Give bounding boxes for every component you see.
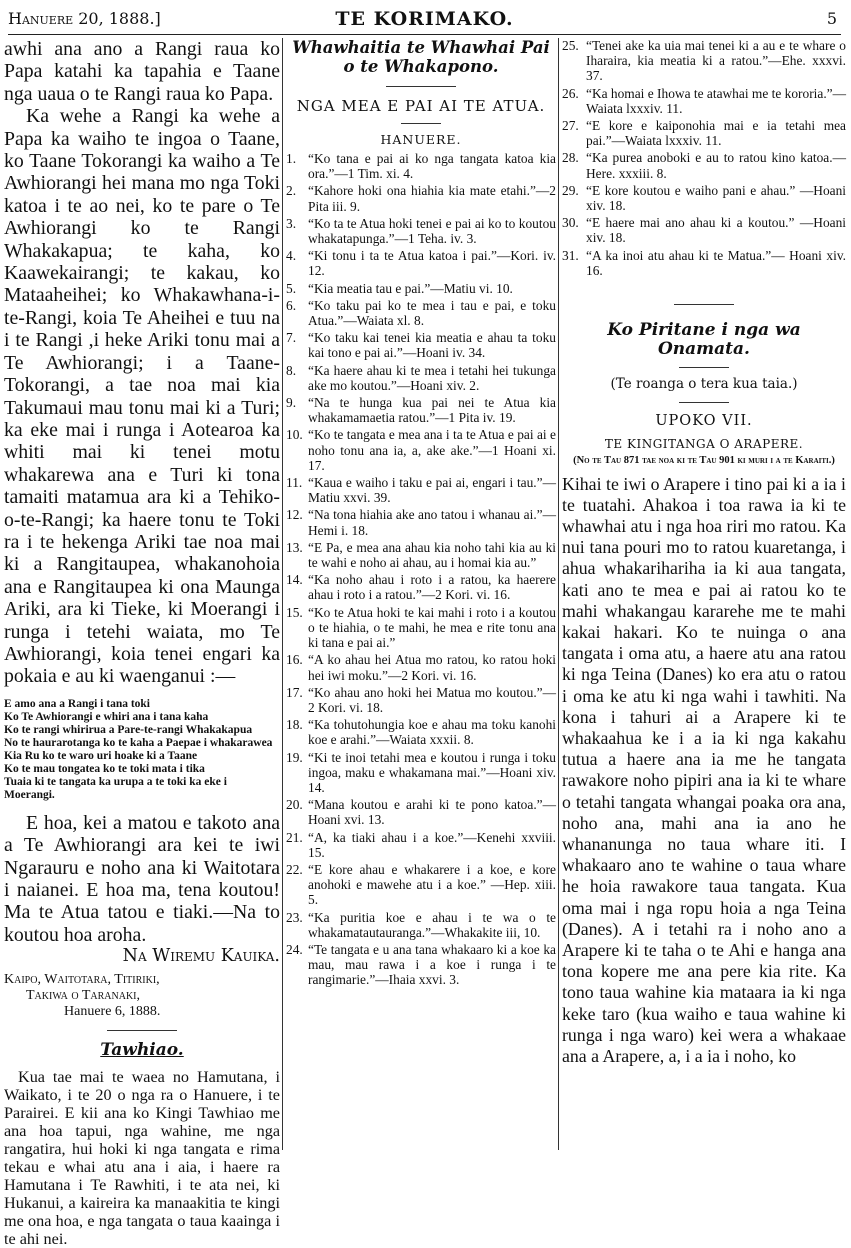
paragraph: E hoa, kei a matou e takoto ana a Te Awhiorangi ara kei te iwi Ngarauru e noho ana ki Waitotara i naianei. E hoa ma, tena koutou! Ma te Atua tatou e tiaki.—Na to koutou hoa aroha.	[4, 811, 280, 946]
entry-number: 1.	[286, 151, 297, 166]
list-item	[562, 248, 846, 278]
entry-text: “Ko ta te Atua hoki tenei e pai ai ko to koutou whakatapunga.”—1 Teha. iv. 3.	[308, 215, 556, 247]
list-item	[286, 427, 556, 473]
month-heading: HANUERE.	[380, 132, 462, 147]
paragraph: Kihai te iwi o Arapere i tino pai ki a ia i te tuatahi. Ahakoa i toa rawa ia ki te whawhai atu i nga hoa riri mo ratou. Ka nui tana pouri mo to ratou kuaretanga, i ahua whakarihariha ia ki aua tangata, kati ano te mea e pai ai ratou ko te mahi whakangau kararehe me te mahi kakai hakari. Ko te nuinga o ana tangata i oma atu, a haere atu ana ratou ki nga Teina (Danes) ko era atu o ratou i oma ke atu ki nga wahi i tawhiti. Na kona i tahuri ai a Arapere ki te whakaahua ke i a ia ki nga kakahu tutua a haere ana ia me he tangata rawakore noho pipiri ana ia ki te whare o tetahi tangata whangai poaka ora ana, noho ana, mahi ana ia ano he whananunga no taua whare iti. I whakaaro ano te wahine o taua whare he hoia rawakore taua tangata. Kua oma mai i nga ropu hoia a nga Teina (Danes). A i tetahi ra i noho ano a Arapere ki te taha o te Ahi e hanga ana tona kopere me ana pere kia rite. Ka tono taua wahine kia mataara ia ki nga keke taro (kua waiho e taua wahine ki runga i nga waro) kei wera a whakaae ana a Arapere, a, i a ia i noho, ko	[562, 473, 846, 1067]
entry-number: 7.	[286, 330, 297, 346]
separator	[674, 304, 734, 305]
entry-text: “Ka purea anoboki e au to ratou kino katoa.—Here. xxxiii. 8.	[586, 150, 846, 181]
list-item	[562, 183, 846, 213]
list-item	[562, 118, 846, 148]
list-item	[562, 150, 846, 180]
list-item	[286, 151, 556, 181]
section-note: (Te roanga o tera kua taia.)	[610, 376, 798, 393]
dateline-line: Hanuere 6, 1888.	[64, 1004, 161, 1020]
article-body	[562, 474, 846, 1068]
list-item	[286, 605, 556, 651]
list-item	[286, 862, 556, 908]
entry-text: “E kore ahau e whakarere i a koe, e kore anohoki e mawehe atu i a koe.” —Hep. xiii. 5.	[308, 861, 556, 908]
entry-text: “Ka haere ahau ki te mea i tetahi hei tukunga ake mo koutou.”—Hoani xiv. 2.	[308, 362, 556, 393]
entry-number: 17.	[286, 684, 303, 700]
list-item	[286, 363, 556, 393]
list-item	[286, 830, 556, 860]
entry-list	[286, 151, 556, 988]
closing-text	[4, 812, 280, 946]
list-item	[286, 652, 556, 682]
column-1	[4, 38, 280, 1248]
column-divider	[558, 38, 559, 1150]
entry-text: “E haere mai ano ahau ki a koutou.” —Hoani xiv. 18.	[586, 215, 846, 246]
column-3	[562, 38, 846, 1150]
entry-text: “Ka noho ahau i roto i a ratou, ka haerere ahau i roto i a ratou.”—2 Kori. vi. 16.	[308, 572, 556, 603]
entry-number: 22.	[286, 861, 303, 877]
entry-text: “E kore koutou e waiho pani e ahau.” —Hoani xiv. 18.	[586, 182, 846, 214]
entry-text: “Te tangata e u ana tana whakaaro ki a koe ka mau, mau rawa i a koe i runga i te rangimarie.”—Ihaia xxvi. 3.	[308, 941, 556, 988]
verse-block	[4, 698, 280, 802]
page-number: 5	[826, 9, 837, 28]
entry-number: 24.	[286, 941, 303, 957]
verse-line: No te haurarotanga ko te kaha a Paepae i whakarawea	[4, 736, 273, 749]
entry-number: 5.	[286, 280, 297, 296]
chapter-heading: UPOKO VII.	[655, 413, 753, 430]
verse-line: E amo ana a Rangi i tana toki	[4, 697, 151, 710]
list-item	[286, 216, 556, 246]
entry-number: 14.	[286, 572, 303, 588]
column-divider	[282, 38, 283, 1150]
entry-number: 15.	[286, 604, 303, 620]
header-date: Hanuere 20, 1888.]	[8, 9, 161, 28]
entry-number: 8.	[286, 362, 297, 378]
entry-text: “Ka homai e Ihowa te atawhai me te kororia.”—Waiata lxxxiv. 11.	[586, 85, 846, 116]
entry-text: “Kahore hoki ona hiahia kia mate etahi.”—2 Pita iii. 9.	[308, 183, 556, 214]
entry-number: 3.	[286, 215, 297, 231]
section-title: Whawhaitia te Whawhai Pai o te Whakapono.	[292, 38, 550, 76]
entry-text: “Ko te tangata e mea ana i ta te Atua e pai ai e noho tonu ana ia, a, ake ake.”—1 Hoani xi. 17.	[308, 427, 556, 473]
entry-text: “A ko ahau hei Atua mo ratou, ko ratou hoki hei iwi moku.”—2 Kori. vi. 16.	[308, 652, 556, 683]
entry-text: “Tenei ake ka uia mai tenei ki a au e te whare o Iharaira, kia meatia ki a ratou.”—Ehe. xxxvi. 37.	[586, 38, 846, 84]
verse-line: Kia Ru ko te waro uri hoake ki a Taane	[4, 749, 198, 762]
entry-text: “Ko taku pai ko te mea i tau e pai, e toku Atua.”—Waiata xl. 8.	[308, 297, 556, 329]
list-item	[286, 248, 556, 278]
verse-line: Ko te mau tongatea ko te toki mata i tika	[4, 762, 205, 775]
list-item	[286, 298, 556, 328]
verse-line: Tuaia ki te tangata ka urupa a te toki ka eke i Moerangi.	[4, 775, 227, 801]
entry-number: 25.	[562, 38, 579, 53]
list-item	[286, 475, 556, 505]
chapter-title: TE KINGITANGA O ARAPERE.	[604, 437, 804, 452]
entry-text: “Na te hunga kua pai nei te Atua kia whakamamaetia ratou.”—1 Pita iv. 19.	[308, 395, 556, 426]
entry-number: 12.	[286, 507, 303, 523]
separator	[679, 402, 729, 403]
dateline-line: Takiwa o Taranaki,	[26, 988, 141, 1004]
entry-text: “A ka inoi atu ahau ki te Matua.”— Hoani xiv. 16.	[586, 247, 846, 278]
entry-text: “Na tona hiahia ake ano tatou i whanau ai.”—Hemi i. 18.	[308, 507, 556, 538]
list-item	[286, 910, 556, 940]
article-body	[4, 38, 280, 688]
paragraph: awhi ana ano a Rangi raua ko Papa katahi ka tapahia e Taane nga uaua o te Rangi raua ko Papa.	[4, 38, 280, 105]
verse-line: Ko te rangi whirirua a Pare-te-rangi Whakakapua	[4, 723, 253, 736]
entry-text: “Ko tana e pai ai ko nga tangata katoa kia ora.”—1 Tim. xi. 4.	[308, 151, 556, 182]
list-item	[562, 38, 846, 84]
entry-number: 29.	[562, 182, 579, 198]
section-subtitle: NGA MEA E PAI AI TE ATUA.	[296, 97, 546, 115]
chapter-dates: (No te Tau 871 tae noa ki te Tau 901 ki muri i a te Karaiti.)	[573, 455, 835, 467]
paragraph: Ka wehe a Rangi ka wehe a Papa ka waiho te ingoa o Taane, ko Taane Tokorangi ka waiho a Te Awhiorangi hei mana mo nga Toki katoa i te ao nei, ko te pare o Te Awhiorangi ko te Rangi Whakakapua; te kaha, ko Kaawekairangi; te kakau, ko Mataaheihei; ko Whakawhana-i-te-Rangi, koia Te Aheihei e tuu na i te Rangi ,i heke Ariki tonu mai a Te Awhiorangi; i a Taane-Tokorangi, a tae noa mai kia Takumaui mau tonu mai ki a Turi; ka eke mai i runga i Aotearoa ka whiti mai ki tenei motu whakarewa ana e Turi ki tona tamaiti matamua ara ki a Tehiko-o-te-Rangi; ka haere tonu te Toki ra i te hekenga Ariki tae noa mai ki a Rangitaupea, whakanohoia ana e Rangitaupea ki ona Maunga Ariki, ara ki Tieke, ki Moerangi i runga i tetehi waiata, mo Te Awhiorangi, koia tenei engari ka pokaia e au ki waenganui :—	[4, 105, 280, 688]
page-header	[8, 6, 841, 35]
header-title: TE KORIMAKO.	[335, 8, 514, 30]
entry-number: 31.	[562, 247, 579, 263]
entry-number: 28.	[562, 150, 579, 166]
separator	[679, 367, 729, 368]
list-item	[286, 540, 556, 570]
entry-text: “Ki tonu i ta te Atua katoa i pai.”—Kori. iv. 12.	[308, 248, 556, 279]
entry-text: “Ko ahau ano hoki hei Matua mo koutou.”—2 Kori. vi. 18.	[308, 684, 556, 715]
list-item	[286, 183, 556, 213]
separator	[386, 86, 456, 87]
entry-number: 19.	[286, 749, 303, 765]
column-2	[286, 38, 556, 1150]
entry-text: “E Pa, e mea ana ahau kia noho tahi kia au ki te wahi e noho ai ahau, au i homai kia au.”	[308, 539, 556, 571]
entry-text: “Ka puritia koe e ahau i te wa o te whakamatautauranga.”—Whakakite iii, 10.	[308, 909, 556, 940]
list-item	[562, 215, 846, 245]
entry-text: “E kore e kaiponohia mai e ia tetahi mea pai.”—Waiata lxxxiv. 11.	[586, 118, 846, 149]
paragraph: Kua tae mai te waea no Hamutana, i Waikato, i te 20 o nga ra o Hanuere, i te Parairei. E kii ana ko Kingi Tawhiao me ana hoa tapui, nga wahine, me nga rangatira, hui hoki ki nga tangata e rima tekau e whai atu ana i aia, i haere ra Hamutana i Te Rawhiti, i te ata nei, ki Hukanui, a kaireira ka manaakitia te kingi me ona hoa, e nga tangata o taua kaainga i te ahi nei.	[4, 1068, 280, 1248]
entry-number: 27.	[562, 118, 579, 134]
entry-number: 13.	[286, 539, 303, 555]
list-item	[286, 797, 556, 827]
entry-text: “Mana koutou e arahi ki te pono katoa.”—Hoani xvi. 13.	[308, 797, 556, 828]
entry-number: 10.	[286, 427, 303, 443]
entry-text: “A, ka tiaki ahau i a koe.”—Kenehi xxviii. 15.	[308, 829, 556, 860]
separator	[401, 123, 441, 124]
entry-text: “Kia meatia tau e pai.”—Matiu vi. 10.	[308, 280, 513, 296]
entry-number: 11.	[286, 475, 303, 491]
dateline-line: Kaipo, Waitotara, Titiriki,	[4, 972, 160, 988]
signature: Na Wiremu Kauika.	[122, 946, 280, 967]
entry-text: “Kaua e waiho i taku e pai ai, engari i tau.”—Matiu xxvi. 39.	[308, 475, 556, 506]
entry-text: “Ko te Atua hoki te kai mahi i roto i a koutou o te hiahia, o te mahi, he mea e rite tonu ana ki tana e pai ai.”	[308, 604, 556, 651]
verse-line: Ko Te Awhiorangi e whiri ana i tana kaha	[4, 710, 209, 723]
entry-text: “Ki te inoi tetahi mea e koutou i runga i toku ingoa, maku e whakamana mai.”—Hoani xiv. 14.	[308, 749, 556, 795]
separator	[107, 1030, 177, 1031]
entry-number: 2.	[286, 183, 297, 199]
list-item	[286, 330, 556, 360]
entry-number: 6.	[286, 297, 297, 313]
entry-number: 21.	[286, 829, 303, 845]
dateline	[4, 972, 280, 1020]
article-body	[4, 1068, 280, 1248]
entry-number: 9.	[286, 395, 297, 411]
list-item	[286, 395, 556, 425]
list-item	[286, 942, 556, 988]
list-item	[286, 572, 556, 602]
entry-number: 16.	[286, 652, 303, 668]
list-item	[286, 717, 556, 747]
list-item	[286, 685, 556, 715]
entry-list	[562, 38, 846, 278]
list-item	[286, 507, 556, 537]
list-item	[562, 86, 846, 116]
entry-number: 20.	[286, 797, 303, 813]
list-item	[286, 281, 556, 296]
entry-number: 30.	[562, 215, 579, 231]
entry-number: 4.	[286, 248, 297, 264]
list-item	[286, 750, 556, 796]
entry-text: “Ka tohutohungia koe e ahau ma toku kanohi koe e arahi.”—Waiata xxxii. 8.	[308, 717, 556, 748]
entry-number: 26.	[562, 85, 579, 101]
section-title: Tawhiao.	[100, 1040, 184, 1061]
entry-number: 23.	[286, 909, 303, 925]
entry-number: 18.	[286, 717, 303, 733]
section-title: Ko Piritane i nga wa Onamata.	[607, 320, 801, 360]
entry-text: “Ko taku kai tenei kia meatia e ahau ta toku kai tono e pai ai.”—Hoani iv. 34.	[308, 330, 556, 361]
